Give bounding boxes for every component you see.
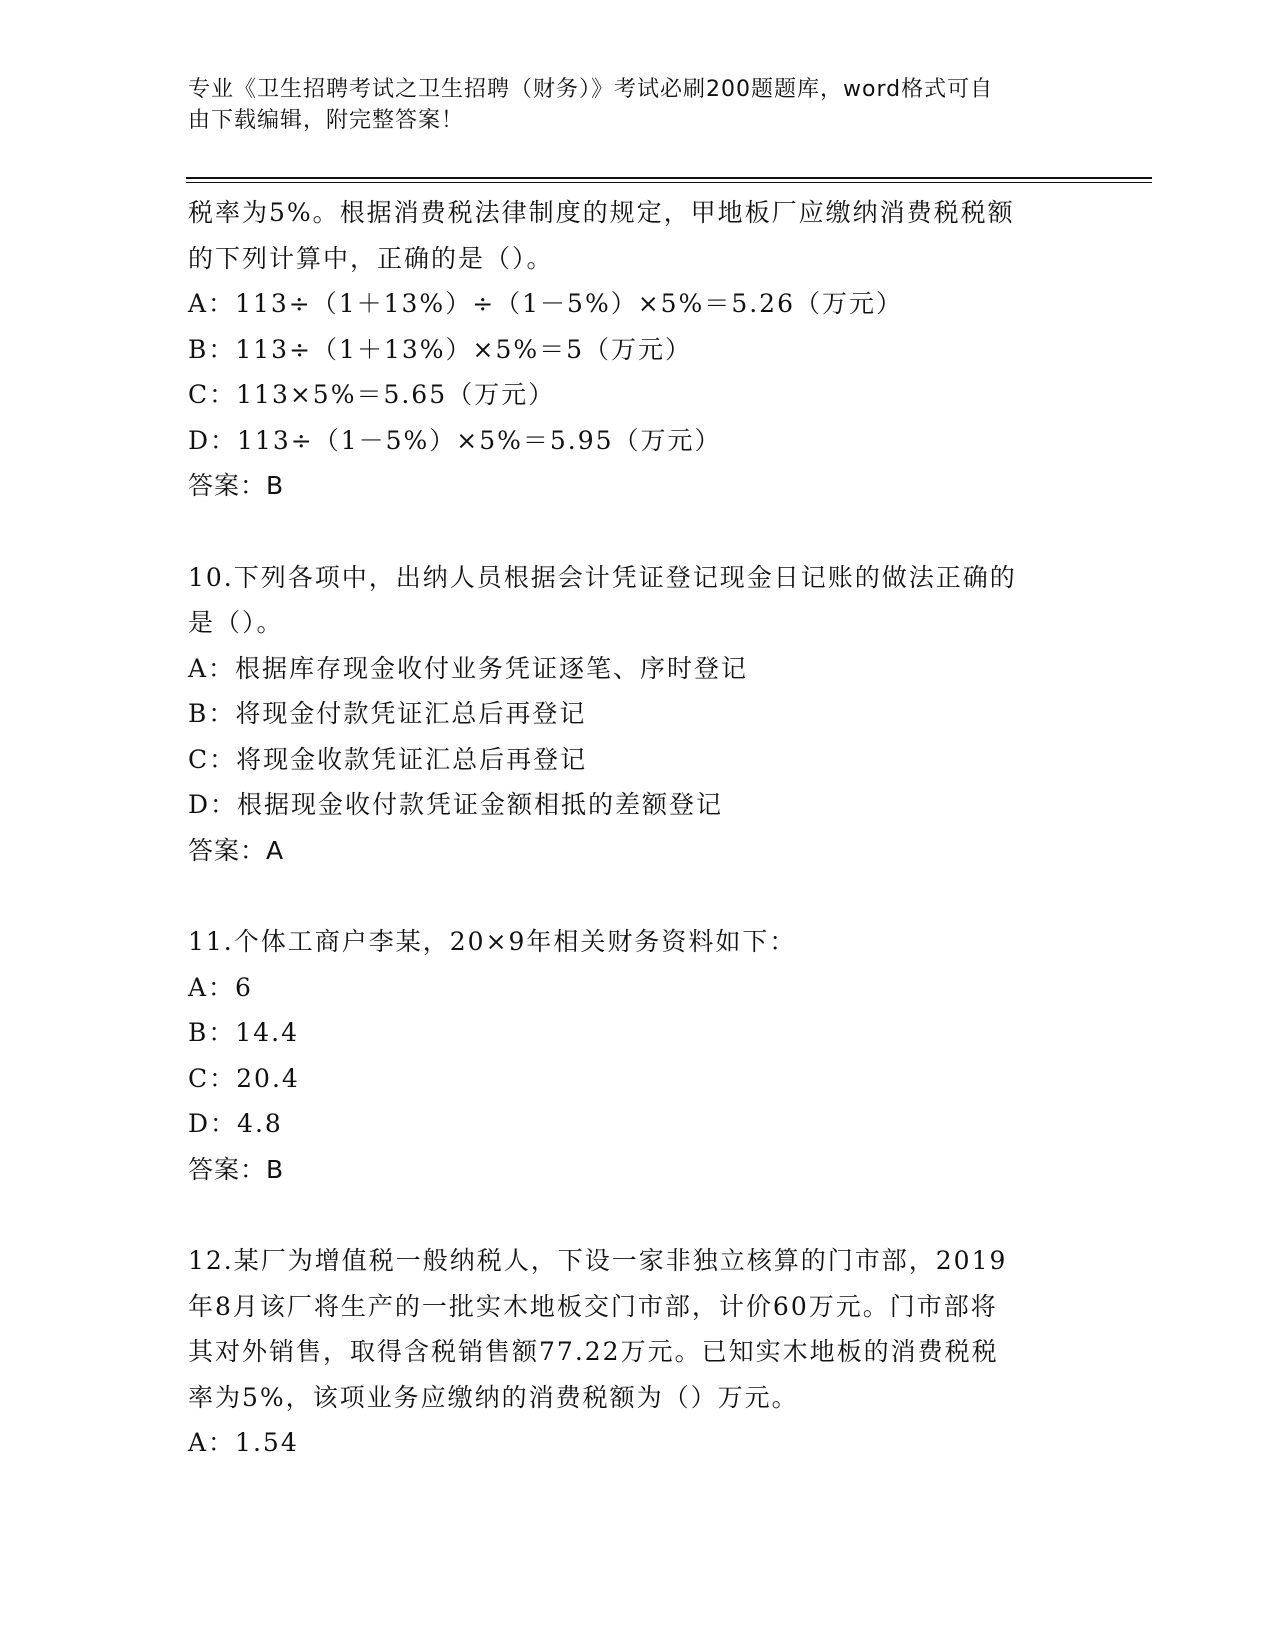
question-10 <box>188 555 1088 874</box>
question-stem: 10.下列各项中，出纳人员根据会计凭证登记现金日记账的做法正确的 <box>188 562 1017 592</box>
question-stem: 12.某厂为增值税一般纳税人，下设一家非独立核算的门市部，2019 <box>188 1246 1008 1275</box>
question-list <box>188 190 1088 1466</box>
option-a: A：6 <box>188 972 253 1002</box>
option-b: B：113÷（1＋13%）×5%＝5（万元） <box>188 334 693 364</box>
answer-line: 答案：A <box>188 835 285 865</box>
option-c: C：将现金收款凭证汇总后再登记 <box>188 744 588 774</box>
answer-line: 答案：B <box>188 471 285 500</box>
question-stem: 率为5%，该项业务应缴纳的消费税额为（）万元。 <box>188 1382 799 1412</box>
header-title-line-1: 专业《卫生招聘考试之卫生招聘（财务）》考试必刷200题题库，word格式可自 <box>188 77 994 102</box>
document-header <box>188 74 1088 136</box>
question-11 <box>188 919 1088 1192</box>
question-stem: 的下列计算中，正确的是（）。 <box>188 243 554 273</box>
question-spacer <box>188 873 1088 919</box>
option-b: B：将现金付款凭证汇总后再登记 <box>188 699 587 728</box>
question-stem: 税率为5%。根据消费税法律制度的规定，甲地板厂应缴纳消费税税额 <box>188 198 1015 227</box>
question-stem: 年8月该厂将生产的一批实木地板交门市部，计价60万元。门市部将 <box>188 1291 998 1321</box>
option-d: D：4.8 <box>188 1109 283 1138</box>
question-stem: 11.个体工商户李某，20×9年相关财务资料如下： <box>188 927 797 956</box>
option-a: A：根据库存现金收付业务凭证逐笔、序时登记 <box>188 653 749 683</box>
option-b: B：14.4 <box>188 1018 300 1047</box>
question-spacer <box>188 509 1088 555</box>
question-9 <box>188 190 1088 509</box>
option-d: D：113÷（1－5%）×5%＝5.95（万元） <box>188 425 722 455</box>
question-spacer <box>188 1192 1088 1238</box>
question-stem: 是（）。 <box>188 608 284 637</box>
option-a: A：1.54 <box>188 1428 299 1457</box>
header-divider-thick <box>186 177 1152 179</box>
header-divider-thin <box>186 182 1152 183</box>
option-a: A：113÷（1＋13%）÷（1－5%）×5%＝5.26（万元） <box>188 289 903 318</box>
question-stem: 其对外销售，取得含税销售额77.22万元。已知实木地板的消费税税 <box>188 1337 999 1366</box>
question-12 <box>188 1238 1088 1466</box>
header-title-line-2: 由下载编辑，附完整答案！ <box>188 108 465 133</box>
option-c: C：113×5%＝5.65（万元） <box>188 380 556 409</box>
option-d: D：根据现金收付款凭证金额相抵的差额登记 <box>188 790 724 819</box>
answer-line: 答案：B <box>188 1154 285 1184</box>
option-c: C：20.4 <box>188 1063 300 1093</box>
